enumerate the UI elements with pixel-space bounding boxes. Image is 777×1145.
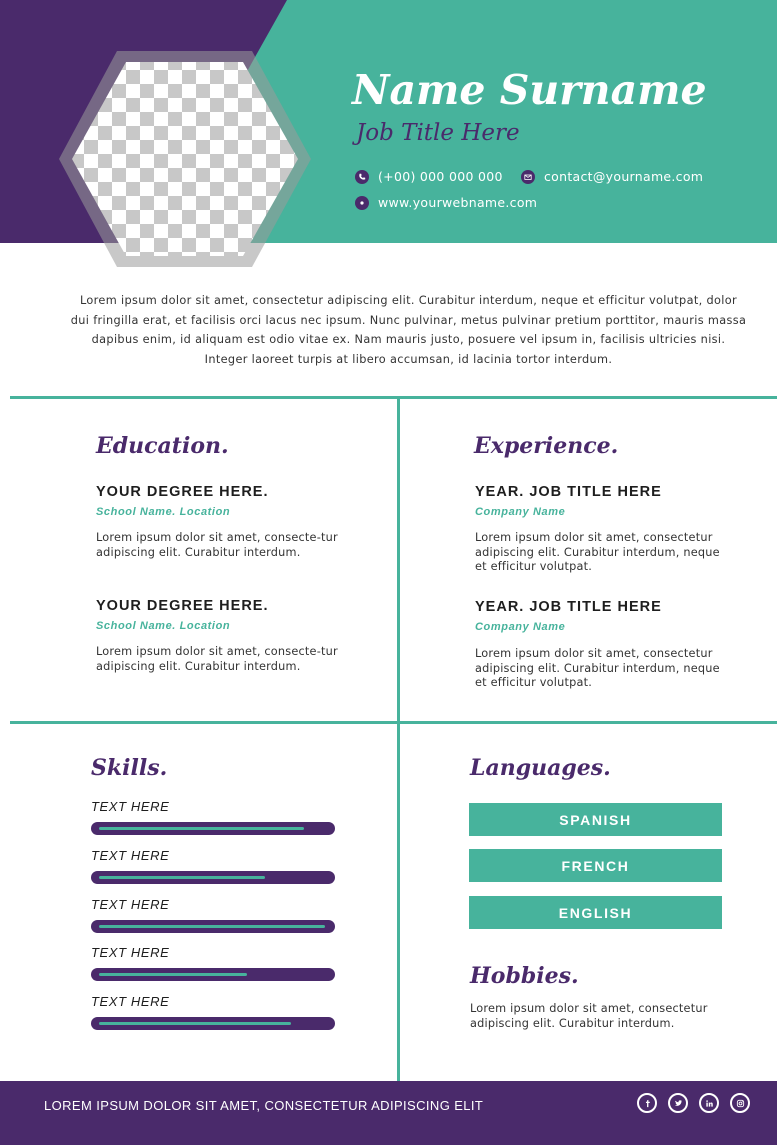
experience-role: YEAR. JOB TITLE HERE <box>475 484 662 500</box>
hobbies-description: Lorem ipsum dolor sit amet, consectetur adipiscing elit. Curabitur interdum. <box>470 1002 708 1030</box>
language-badge-french: FRENCH <box>469 849 722 882</box>
phone-icon <box>355 170 369 184</box>
education-school: School Name. Location <box>96 506 231 518</box>
email-contact[interactable] <box>521 169 703 184</box>
divider-vertical <box>397 396 400 1081</box>
web-icon <box>355 196 369 210</box>
footer-text: LOREM IPSUM DOLOR SIT AMET, CONSECTETUR ADIPISCING ELIT <box>44 1098 484 1113</box>
experience-company: Company Name <box>475 506 566 518</box>
website-url[interactable]: www.yourwebname.com <box>378 195 538 210</box>
phone-contact <box>355 169 503 184</box>
experience-description: Lorem ipsum dolor sit amet, consectetur adipiscing elit. Curabitur interdum, neque et efficitur volutpat. <box>475 531 720 574</box>
skill-level <box>99 876 265 879</box>
education-description: Lorem ipsum dolor sit amet, consecte-tur adipiscing elit. Curabitur interdum. <box>96 531 338 559</box>
email-address[interactable]: contact@yourname.com <box>544 169 704 184</box>
experience-heading: Experience. <box>474 433 619 459</box>
skill-level <box>99 973 247 976</box>
education-heading: Education. <box>96 433 229 459</box>
education-description: Lorem ipsum dolor sit amet, consecte-tur adipiscing elit. Curabitur interdum. <box>96 645 338 673</box>
skill-bar <box>91 920 335 933</box>
divider-top <box>10 396 777 399</box>
skill-bar <box>91 871 335 884</box>
skill-level <box>99 925 325 928</box>
skills-heading: Skills. <box>91 755 168 781</box>
divider-middle <box>10 721 777 724</box>
skill-bar <box>91 1017 335 1030</box>
instagram-icon[interactable] <box>730 1093 750 1113</box>
experience-company: Company Name <box>475 621 566 633</box>
facebook-icon[interactable] <box>637 1093 657 1113</box>
skill-label: TEXT HERE <box>91 994 170 1009</box>
experience-role: YEAR. JOB TITLE HERE <box>475 599 662 615</box>
languages-heading: Languages. <box>470 755 611 781</box>
hobbies-heading: Hobbies. <box>470 963 579 989</box>
linkedin-icon[interactable] <box>699 1093 719 1113</box>
intro-paragraph: Lorem ipsum dolor sit amet, consectetur adipiscing elit. Curabitur interdum, neque et efficitur volutpat, dolor dui fringilla erat, et facilisis orci lacus nec ipsum. Nunc pulvinar, metus pulvinar pretium porttitor, mauris massa dapibus enim, id aliquam est odio vitae ex. Nam mauris justo, posuere vel ipsum in, facilisis ultricies nisi. Integer laoreet turpis at libero accumsan, id lacinia tortor interdum. <box>70 294 747 366</box>
skill-label: TEXT HERE <box>91 897 170 912</box>
education-school: School Name. Location <box>96 620 231 632</box>
skill-bar <box>91 968 335 981</box>
experience-description: Lorem ipsum dolor sit amet, consectetur adipiscing elit. Curabitur interdum, neque et efficitur volutpat. <box>475 647 720 690</box>
skill-label: TEXT HERE <box>91 848 170 863</box>
language-badge-spanish: SPANISH <box>469 803 722 836</box>
candidate-name: Name Surname <box>352 66 707 114</box>
website-contact[interactable] <box>355 195 537 210</box>
phone-number: (+00) 000 000 000 <box>378 169 503 184</box>
education-degree: YOUR DEGREE HERE. <box>96 484 269 500</box>
language-badge-english: ENGLISH <box>469 896 722 929</box>
skill-bar <box>91 822 335 835</box>
education-degree: YOUR DEGREE HERE. <box>96 598 269 614</box>
twitter-icon[interactable] <box>668 1093 688 1113</box>
skill-label: TEXT HERE <box>91 799 170 814</box>
job-title: Job Title Here <box>356 120 520 146</box>
email-icon <box>521 170 535 184</box>
skill-label: TEXT HERE <box>91 945 170 960</box>
skill-level <box>99 1022 291 1025</box>
skill-level <box>99 827 304 830</box>
footer-band <box>0 1081 777 1145</box>
